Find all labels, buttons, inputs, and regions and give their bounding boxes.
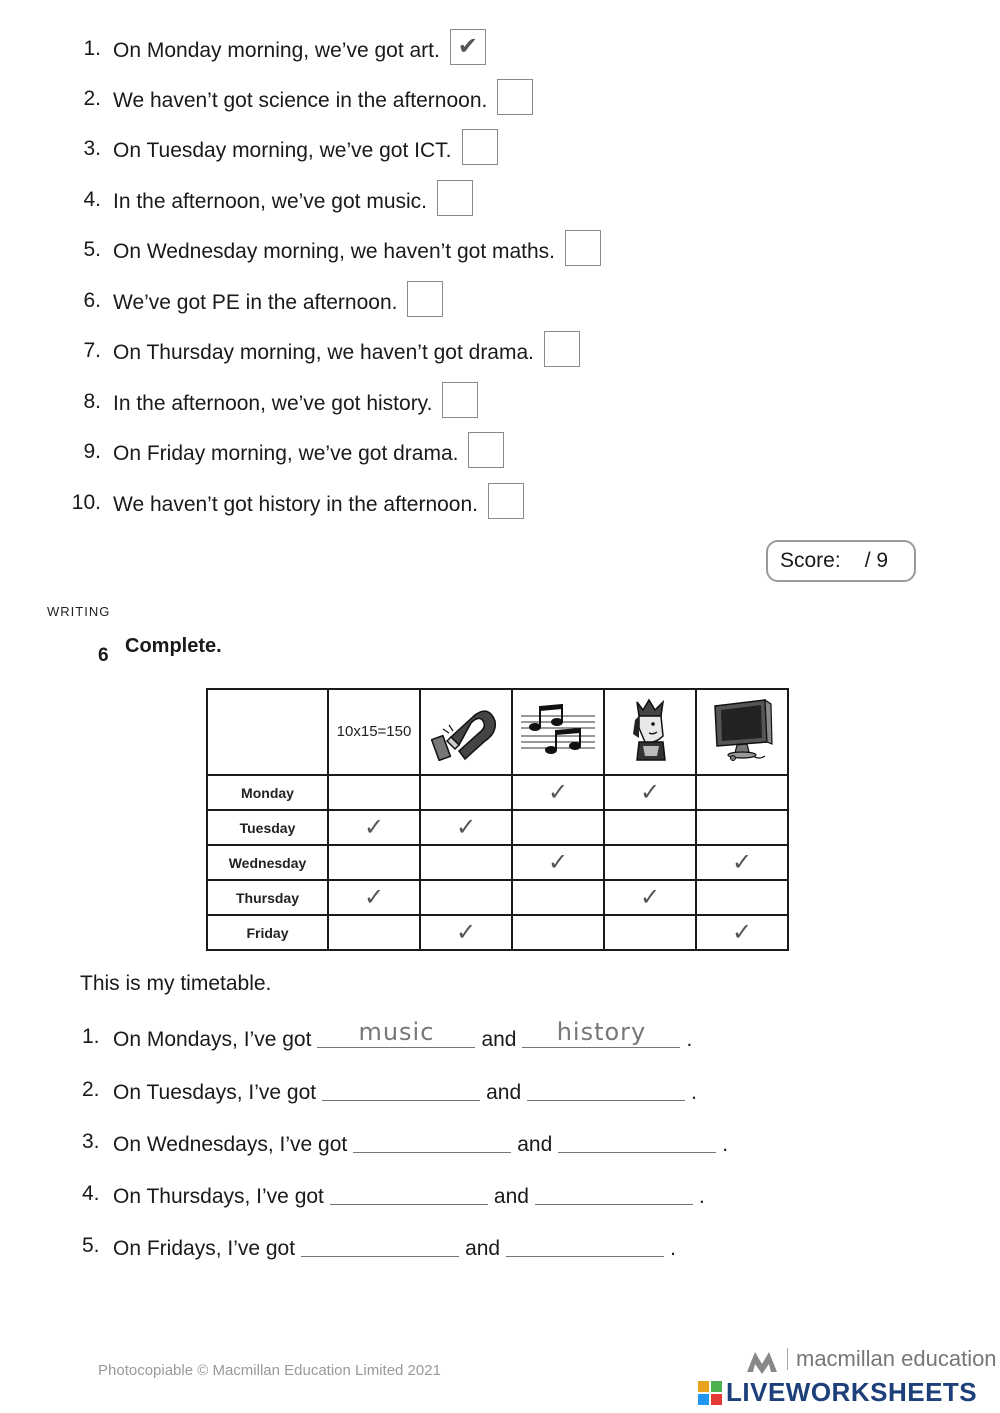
timetable-cell bbox=[420, 810, 512, 845]
timetable-row bbox=[207, 775, 788, 810]
section-label: WRITING bbox=[47, 604, 111, 619]
answer-blank-1[interactable] bbox=[301, 1230, 459, 1257]
completion-prefix: On Fridays, I’ve got bbox=[113, 1237, 296, 1260]
statement-number: 8. bbox=[83, 390, 101, 413]
ict-header bbox=[696, 689, 788, 775]
timetable-cell bbox=[328, 880, 420, 915]
statement-text: We haven’t got science in the afternoon. bbox=[113, 89, 488, 112]
completion-end: . bbox=[722, 1133, 729, 1156]
completion-end: . bbox=[691, 1081, 697, 1104]
answer-blank-2[interactable] bbox=[527, 1074, 685, 1101]
answer-blank-1[interactable] bbox=[330, 1178, 488, 1205]
timetable-cell bbox=[328, 775, 420, 810]
answer-checkbox[interactable]: ✔ bbox=[450, 29, 486, 65]
timetable-cell bbox=[328, 845, 420, 880]
tick-mark: ✓ bbox=[731, 918, 753, 946]
timetable-cell bbox=[512, 810, 604, 845]
timetable-cell bbox=[328, 810, 420, 845]
timetable-row bbox=[207, 810, 788, 845]
statement-text: On Tuesday morning, we’ve got ICT. bbox=[113, 139, 452, 162]
history-header bbox=[604, 689, 696, 775]
timetable-row bbox=[207, 845, 788, 880]
statement-text: On Monday morning, we’ve got art. bbox=[113, 39, 440, 62]
completion-and: and bbox=[486, 1081, 522, 1104]
answer-checkbox[interactable] bbox=[407, 281, 443, 317]
completion-and: and bbox=[465, 1237, 501, 1260]
music-notes-icon bbox=[519, 700, 597, 760]
tick-mark: ✓ bbox=[363, 813, 385, 841]
timetable-cell bbox=[420, 845, 512, 880]
liveworksheets-logo-icon bbox=[698, 1381, 722, 1405]
timetable-cell bbox=[604, 915, 696, 950]
king-icon bbox=[625, 698, 675, 762]
timetable-corner bbox=[207, 689, 328, 775]
music-header bbox=[512, 689, 604, 775]
completion-prefix: On Thursdays, I’ve got bbox=[113, 1185, 324, 1208]
science-header bbox=[420, 689, 512, 775]
timetable-cell bbox=[512, 845, 604, 880]
maths-label: 10x15=150 bbox=[336, 723, 412, 740]
answer-checkbox[interactable] bbox=[488, 483, 524, 519]
completion-end: . bbox=[698, 1185, 705, 1208]
timetable-cell bbox=[696, 810, 788, 845]
day-label: Tuesday bbox=[207, 810, 328, 845]
completion-prefix: On Wednesdays, I’ve got bbox=[113, 1133, 348, 1156]
completion-number: 3. bbox=[82, 1130, 100, 1153]
day-label: Wednesday bbox=[207, 845, 328, 880]
score-label: Score: bbox=[780, 549, 841, 572]
timetable-cell bbox=[512, 880, 604, 915]
answer-checkbox[interactable] bbox=[462, 129, 498, 165]
intro-text: This is my timetable. bbox=[80, 972, 272, 995]
answer-checkbox[interactable] bbox=[544, 331, 580, 367]
timetable-cell bbox=[604, 880, 696, 915]
statement-number: 9. bbox=[83, 440, 101, 463]
timetable-cell bbox=[420, 880, 512, 915]
answer-checkbox[interactable] bbox=[437, 180, 473, 216]
timetable-cell bbox=[696, 915, 788, 950]
timetable-cell bbox=[604, 810, 696, 845]
timetable-cell bbox=[696, 775, 788, 810]
tick-mark: ✓ bbox=[639, 778, 661, 806]
completion-and: and bbox=[517, 1133, 553, 1156]
timetable-cell bbox=[420, 915, 512, 950]
timetable-row bbox=[207, 915, 788, 950]
tick-mark: ✓ bbox=[363, 883, 385, 911]
statement-text: We’ve got PE in the afternoon. bbox=[113, 291, 398, 314]
completion-prefix: On Tuesdays, I’ve got bbox=[113, 1081, 317, 1104]
exercise-title: Complete. bbox=[125, 635, 222, 657]
statement-number: 2. bbox=[83, 87, 101, 110]
magnet-icon bbox=[431, 699, 501, 761]
timetable bbox=[206, 688, 789, 951]
statement-text: On Friday morning, we’ve got drama. bbox=[113, 442, 459, 465]
statement-text: On Thursday morning, we haven’t got drama. bbox=[113, 341, 534, 364]
answer-blank-1[interactable]: music bbox=[317, 1021, 475, 1048]
timetable-cell bbox=[696, 880, 788, 915]
tick-mark: ✓ bbox=[455, 918, 477, 946]
timetable-cell bbox=[420, 775, 512, 810]
statement-number: 6. bbox=[83, 289, 101, 312]
tick-mark: ✓ bbox=[455, 813, 477, 841]
completion-number: 5. bbox=[82, 1234, 100, 1257]
watermark-text: LIVEWORKSHEETS bbox=[726, 1377, 978, 1407]
answer-checkbox[interactable] bbox=[442, 382, 478, 418]
day-label: Monday bbox=[207, 775, 328, 810]
tick-mark: ✓ bbox=[547, 778, 569, 806]
computer-monitor-icon bbox=[709, 698, 775, 762]
timetable-cell bbox=[512, 775, 604, 810]
statement-text: In the afternoon, we’ve got music. bbox=[113, 190, 428, 213]
timetable-row bbox=[207, 880, 788, 915]
statement-number: 1. bbox=[83, 37, 101, 60]
score-box bbox=[766, 540, 916, 582]
timetable-cell bbox=[604, 845, 696, 880]
completion-number: 4. bbox=[82, 1182, 100, 1205]
statement-number: 4. bbox=[83, 188, 101, 211]
completion-and: and bbox=[481, 1028, 517, 1051]
statement-text: We haven’t got history in the afternoon. bbox=[113, 493, 478, 516]
tick-mark: ✓ bbox=[731, 848, 753, 876]
answer-blank-2[interactable] bbox=[558, 1126, 716, 1153]
timetable-cell bbox=[696, 845, 788, 880]
timetable-cell bbox=[328, 915, 420, 950]
completion-end: . bbox=[686, 1028, 693, 1051]
publisher-name: macmillan education bbox=[787, 1348, 997, 1370]
tick-mark: ✓ bbox=[639, 883, 661, 911]
timetable-cell bbox=[604, 775, 696, 810]
answer-checkbox[interactable] bbox=[565, 230, 601, 266]
maths-header bbox=[328, 689, 420, 775]
answer-blank-2[interactable] bbox=[535, 1178, 693, 1205]
answer-blank-1[interactable] bbox=[353, 1126, 511, 1153]
statement-text: In the afternoon, we’ve got history. bbox=[113, 392, 433, 415]
answer-checkbox[interactable] bbox=[468, 432, 504, 468]
completion-and: and bbox=[493, 1185, 529, 1208]
answer-blank-1[interactable] bbox=[322, 1074, 480, 1101]
macmillan-logo-icon bbox=[745, 1348, 779, 1374]
score-total: / 9 bbox=[864, 549, 889, 572]
completion-number: 2. bbox=[82, 1078, 100, 1101]
statement-number: 10. bbox=[71, 491, 101, 514]
day-label: Friday bbox=[207, 915, 328, 950]
statement-number: 5. bbox=[83, 238, 101, 261]
statement-number: 3. bbox=[83, 137, 101, 160]
answer-blank-2[interactable] bbox=[506, 1230, 664, 1257]
answer-blank-2[interactable]: history bbox=[522, 1021, 680, 1048]
completion-prefix: On Mondays, I’ve got bbox=[113, 1028, 312, 1051]
timetable-header-row bbox=[207, 689, 788, 775]
publisher-logo bbox=[745, 1348, 997, 1374]
completion-number: 1. bbox=[82, 1025, 100, 1048]
liveworksheets-watermark bbox=[698, 1377, 977, 1408]
day-label: Thursday bbox=[207, 880, 328, 915]
answer-checkbox[interactable] bbox=[497, 79, 533, 115]
timetable-cell bbox=[512, 915, 604, 950]
completion-end: . bbox=[670, 1237, 676, 1260]
exercise-number: 6 bbox=[98, 645, 109, 666]
statement-text: On Wednesday morning, we haven’t got maths. bbox=[113, 240, 556, 263]
statement-number: 7. bbox=[83, 339, 101, 362]
copyright-text: Photocopiable © Macmillan Education Limited 2021 bbox=[98, 1362, 441, 1379]
tick-mark: ✓ bbox=[547, 848, 569, 876]
